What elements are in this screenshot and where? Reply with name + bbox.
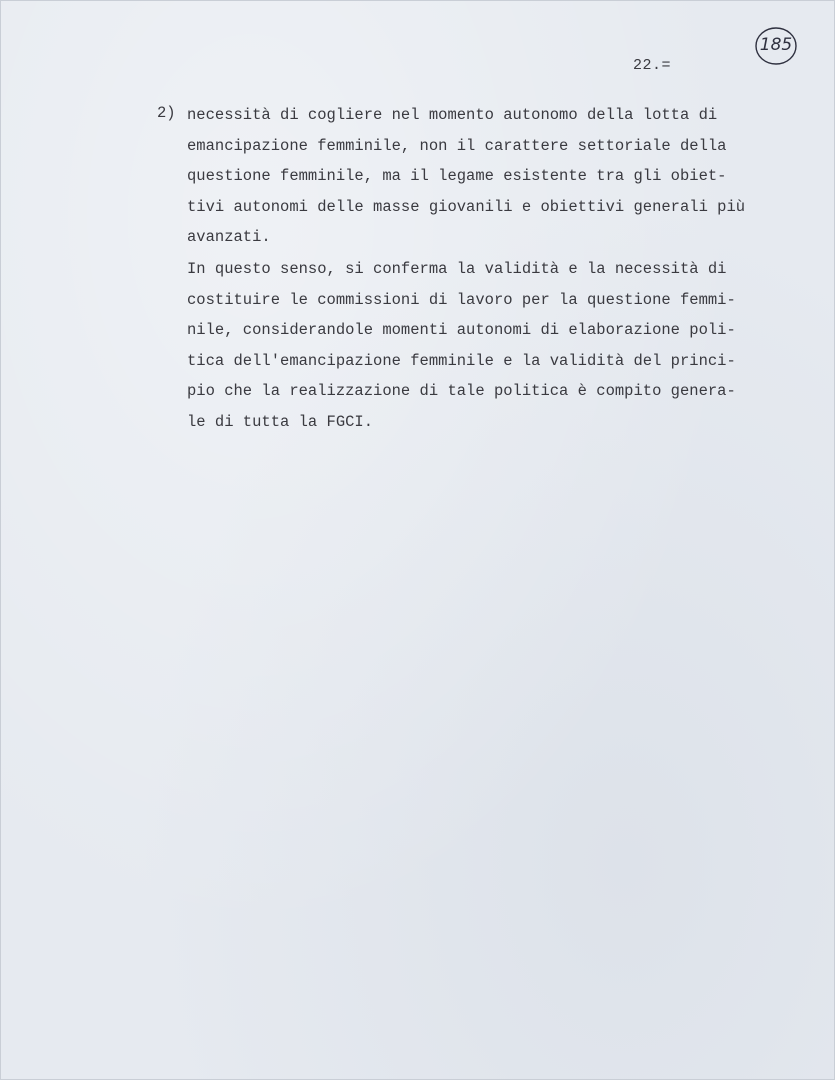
text-line: tivi autonomi delle masse giovanili e obiettivi generali più bbox=[187, 197, 746, 216]
text-line: In questo senso, si conferma la validità e la necessità di bbox=[187, 260, 727, 278]
list-item-text bbox=[187, 100, 767, 253]
text-line: avanzati. bbox=[187, 228, 271, 247]
body-paragraph bbox=[187, 254, 767, 438]
page-number: 22.= bbox=[633, 57, 672, 74]
text-line: tica dell'emancipazione femminile e la validità del princi- bbox=[187, 351, 736, 370]
folio-stamp bbox=[753, 25, 799, 67]
text-line: questione femminile, ma il legame esistente tra gli obiet- bbox=[187, 167, 727, 186]
list-marker: 2) bbox=[157, 104, 176, 122]
text-line: pio che la realizzazione di tale politica è compito genera- bbox=[187, 382, 736, 401]
text-line: emancipazione femminile, non il carattere settoriale della bbox=[187, 136, 727, 155]
folio-number: 185 bbox=[759, 35, 793, 55]
text-line: le di tutta la FGCI. bbox=[187, 412, 374, 431]
text-line: costituire le commissioni di lavoro per la questione femmi- bbox=[187, 290, 736, 309]
text-line: necessità di cogliere nel momento autonomo della lotta di bbox=[187, 106, 718, 124]
text-line: nile, considerandole momenti autonomi di elaborazione poli- bbox=[187, 321, 736, 340]
